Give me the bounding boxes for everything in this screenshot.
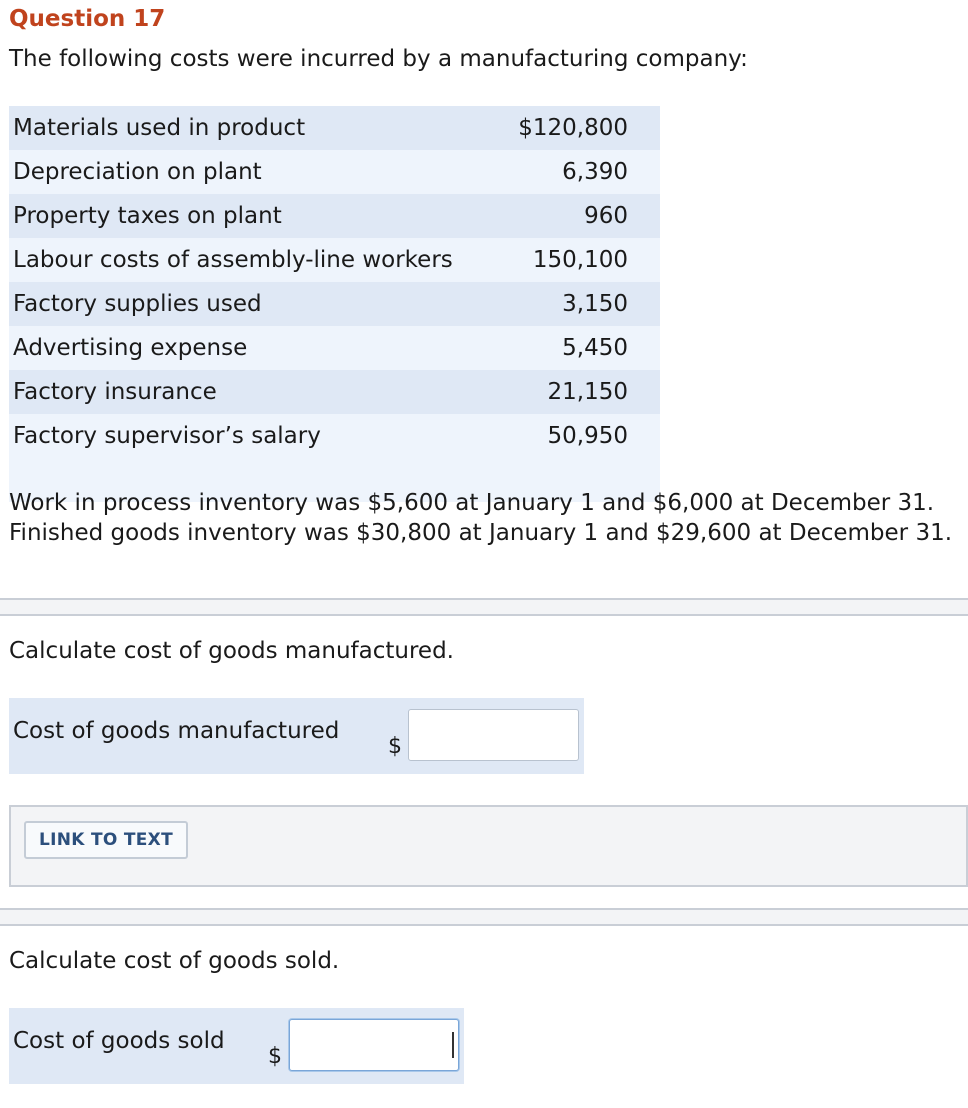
cost-amount: $120,800	[480, 106, 660, 150]
cost-label: Factory insurance	[9, 370, 480, 414]
cost-amount: 150,100	[480, 238, 660, 282]
cost-label: Advertising expense	[9, 326, 480, 370]
cost-amount: 6,390	[480, 150, 660, 194]
cogm-answer-row	[9, 698, 584, 774]
part-b-prompt: Calculate cost of goods sold.	[9, 948, 340, 974]
cost-label: Labour costs of assembly-line workers	[9, 238, 480, 282]
cogs-label: Cost of goods sold	[13, 1028, 225, 1054]
part-a-prompt: Calculate cost of goods manufactured.	[9, 638, 454, 664]
table-row	[9, 150, 660, 194]
section-divider	[0, 908, 968, 926]
text-cursor	[452, 1032, 454, 1058]
cost-label: Factory supervisor’s salary	[9, 414, 480, 458]
cogs-answer-row	[9, 1008, 464, 1084]
cogs-input[interactable]	[289, 1019, 459, 1071]
table-row	[9, 370, 660, 414]
inventory-paragraph: Work in process inventory was $5,600 at January 1 and $6,000 at December 31. Finished goods inventory was $30,800 at January 1 and $29,600 at December 31.	[9, 490, 953, 546]
dollar-sign: $	[268, 1044, 282, 1069]
table-row	[9, 194, 660, 238]
cost-label: Property taxes on plant	[9, 194, 480, 238]
link-to-text-button[interactable]: LINK TO TEXT	[24, 821, 188, 859]
cost-label: Factory supplies used	[9, 282, 480, 326]
table-row	[9, 326, 660, 370]
table-row	[9, 238, 660, 282]
link-panel	[9, 805, 968, 887]
question-title: Question 17	[9, 6, 166, 32]
cost-amount: 21,150	[480, 370, 660, 414]
cost-amount: 5,450	[480, 326, 660, 370]
cost-amount: 50,950	[480, 414, 660, 458]
cogm-input[interactable]	[408, 709, 579, 761]
cost-amount: 960	[480, 194, 660, 238]
dollar-sign: $	[388, 734, 402, 759]
cost-label: Materials used in product	[9, 106, 480, 150]
table-row	[9, 106, 660, 150]
table-row	[9, 282, 660, 326]
cogm-label: Cost of goods manufactured	[13, 718, 340, 744]
cost-amount: 3,150	[480, 282, 660, 326]
question-intro: The following costs were incurred by a manufacturing company:	[9, 46, 748, 72]
table-row	[9, 414, 660, 458]
cost-label: Depreciation on plant	[9, 150, 480, 194]
cost-table	[9, 106, 660, 502]
section-divider	[0, 598, 968, 616]
